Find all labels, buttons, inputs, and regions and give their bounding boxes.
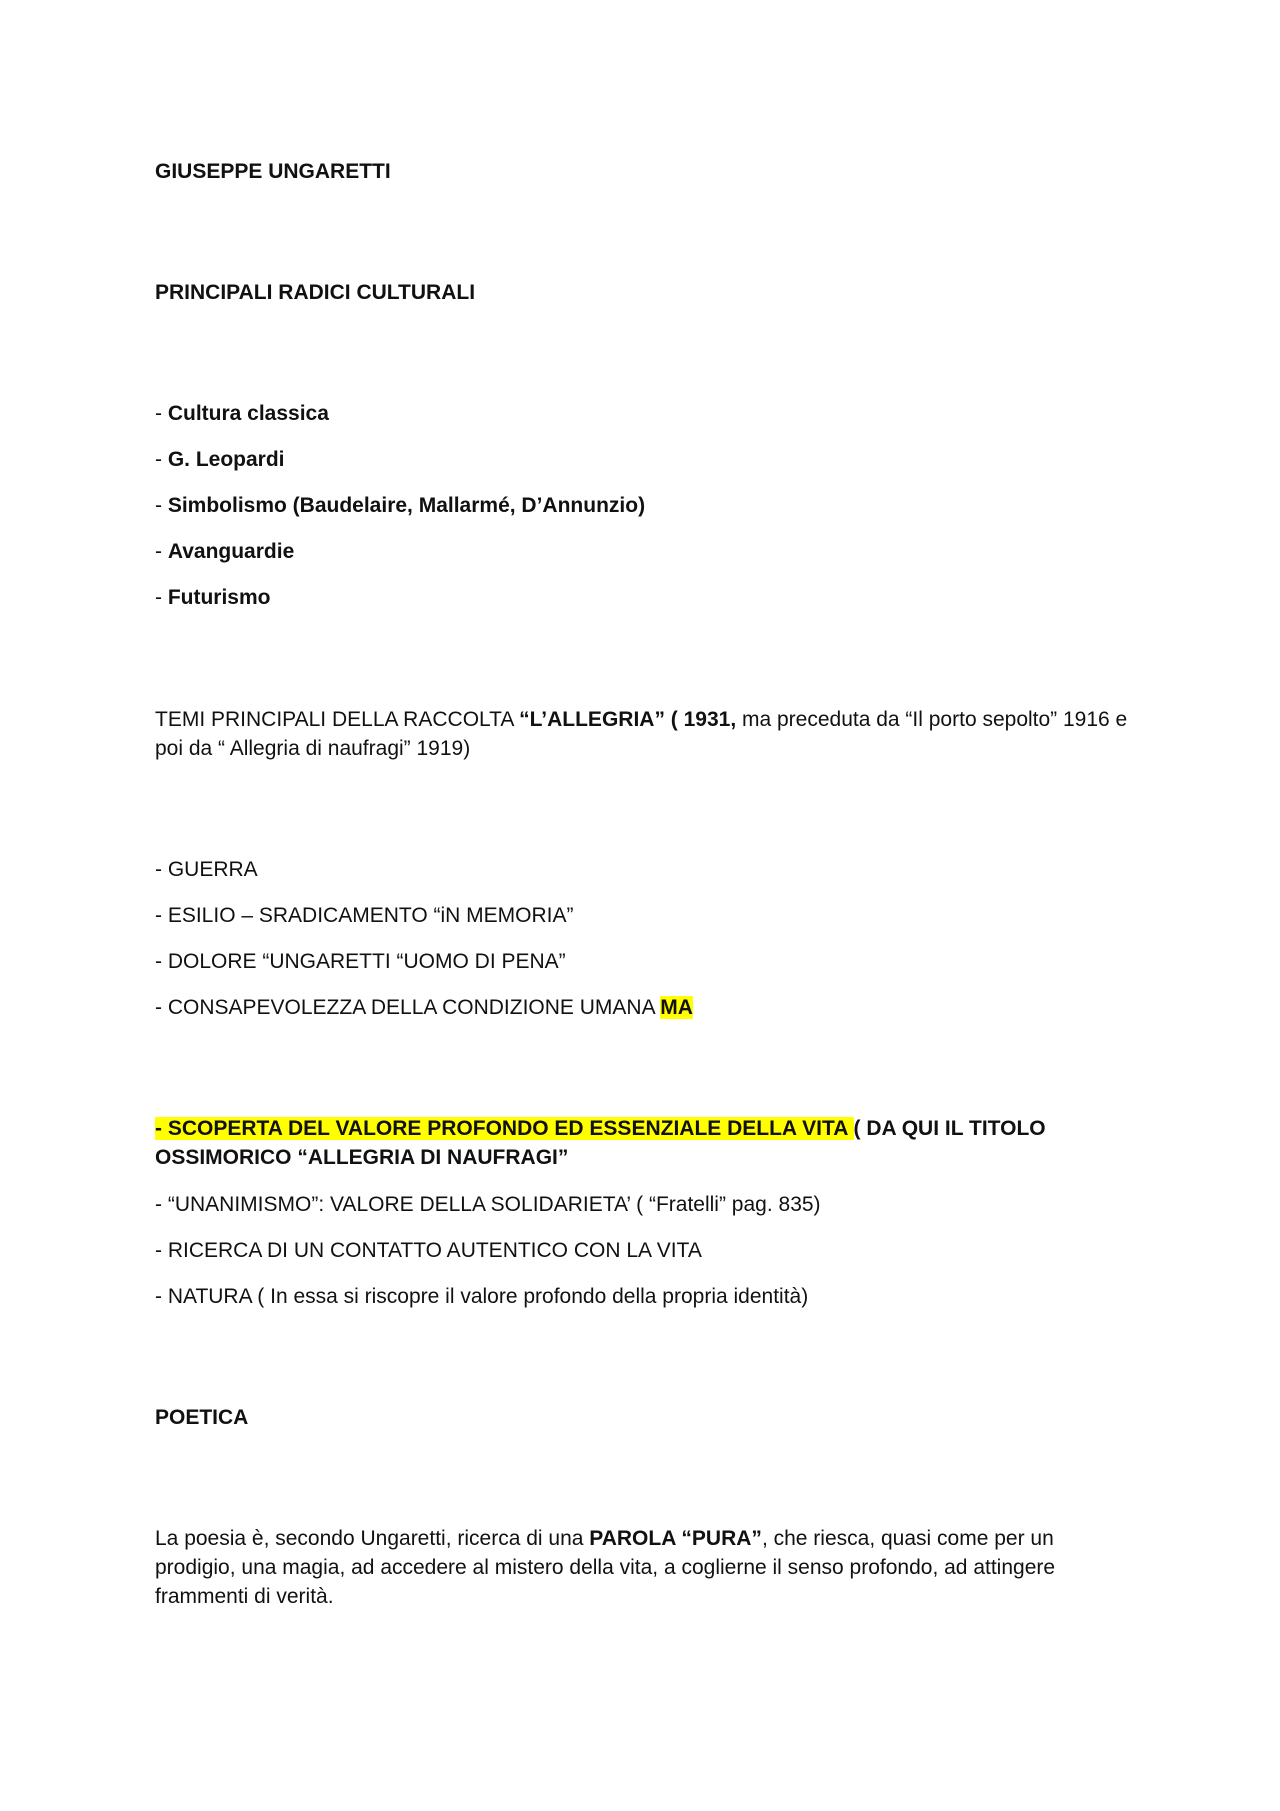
list-item (155, 491, 645, 520)
list-item-text: Simbolismo (Baudelaire, Mallarmé, D’Annunzio) (167, 494, 646, 517)
poetica-paragraph (155, 1524, 1135, 1611)
list-item: - GUERRA (155, 858, 258, 881)
scoperta-highlight: - SCOPERTA DEL VALORE PROFONDO ED ESSENZIALE DELLA VITA (155, 1117, 854, 1140)
list-dash: - (155, 448, 168, 471)
list-dash: - (155, 586, 168, 609)
section-heading-radici: PRINCIPALI RADICI CULTURALI (155, 281, 476, 304)
poetica-text-rest: , che riesca, quasi come per un prodigio, una magia, ad accedere al mistero della vita, a coglierne il senso profondo, ad attingere frammenti di verità. (155, 1527, 1056, 1608)
list-dash: - (155, 540, 168, 563)
list-item: - DOLORE “UNGARETTI “UOMO DI PENA” (155, 950, 566, 973)
poetica-bold: PAROLA “PURA” (589, 1527, 762, 1550)
list-item (155, 399, 329, 428)
poetica-text: La poesia è, secondo Ungaretti, ricerca di una (155, 1527, 590, 1550)
list-item (155, 537, 294, 566)
list-dash: - (155, 494, 168, 517)
list-item-text: - CONSAPEVOLEZZA DELLA CONDIZIONE UMANA (155, 996, 661, 1019)
temi-intro-bold: “L’ALLEGRIA” ( 1931, (519, 708, 737, 731)
list-item-text: G. Leopardi (167, 448, 285, 471)
list-item (155, 993, 693, 1022)
list-dash: - (155, 402, 168, 425)
document-title: GIUSEPPE UNGARETTI (155, 160, 391, 183)
list-item-text: Futurismo (167, 586, 271, 609)
list-item: - NATURA ( In essa si riscopre il valore profondo della propria identità) (155, 1285, 809, 1308)
section-heading-poetica: POETICA (155, 1406, 249, 1429)
list-item: - “UNANIMISMO”: VALORE DELLA SOLIDARIETA’ ( “Fratelli” pag. 835) (155, 1193, 821, 1216)
list-item: - ESILIO – SRADICAMENTO “iN MEMORIA” (155, 904, 574, 927)
list-item (155, 583, 271, 612)
list-item-text: Cultura classica (167, 402, 329, 425)
list-item-text: Avanguardie (167, 540, 295, 563)
scoperta-paragraph (155, 1114, 1135, 1172)
temi-intro-text-rest: ma preceduta da “Il porto sepolto” 1916 e poi da “ Allegria di naufragi” 1919) (155, 708, 1128, 760)
scoperta-rest: ( DA QUI IL TITOLO OSSIMORICO “ALLEGRIA DI NAUFRAGI” (155, 1117, 1046, 1169)
list-item (155, 445, 285, 474)
temi-intro-text: TEMI PRINCIPALI DELLA RACCOLTA (155, 708, 520, 731)
list-item: - RICERCA DI UN CONTATTO AUTENTICO CON LA VITA (155, 1239, 702, 1262)
temi-intro-paragraph (155, 705, 1135, 763)
highlight-ma: MA (660, 996, 693, 1019)
